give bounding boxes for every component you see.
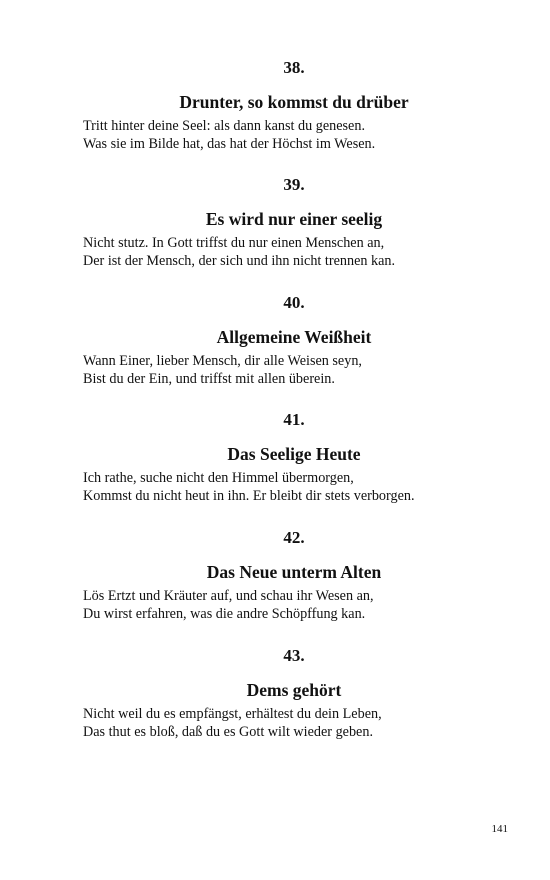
epigram-verse [83,118,523,153]
epigram-title: Allgemeine Weißheit [216,327,372,347]
verse-line: Bist du der Ein, und triffst mit allen überein. [83,370,335,387]
epigram-title: Dems gehört [246,680,342,700]
verse-line: Was sie im Bilde hat, das hat der Höchst im Wesen. [83,135,376,152]
epigram-number: 43. [283,646,305,665]
epigram-verse [83,235,523,270]
epigram-number: 38. [283,58,305,77]
page-number: 141 [491,823,508,835]
verse-line: Kommst du nicht heut in ihn. Er bleibt dir stets verborgen. [83,487,415,504]
epigram-number: 40. [283,293,305,312]
epigram-verse [83,706,523,741]
verse-line: Du wirst erfahren, was die andre Schöpffung kan. [83,605,366,622]
verse-line: Tritt hinter deine Seel: als dann kanst du genesen. [83,118,365,134]
verse-line: Nicht weil du es empfängst, erhältest du dein Leben, [83,706,382,722]
epigram-title: Das Seelige Heute [227,444,361,464]
verse-line: Nicht stutz. In Gott triffst du nur einen Menschen an, [83,235,385,251]
verse-line: Wann Einer, lieber Mensch, dir alle Weisen seyn, [83,353,362,369]
epigram-verse [83,353,523,388]
epigram-verse [83,470,523,505]
epigram-title: Es wird nur einer seelig [205,209,383,229]
verse-line: Lös Ertzt und Kräuter auf, und schau ihr Wesen an, [83,588,374,604]
epigram-title: Das Neue unterm Alten [206,562,382,582]
epigram-number: 41. [283,410,305,429]
verse-line: Das thut es bloß, daß du es Gott wilt wieder geben. [83,723,373,740]
epigram-number: 39. [283,175,305,194]
verse-line: Ich rathe, suche nicht den Himmel übermorgen, [83,470,354,486]
epigram-verse [83,588,523,623]
verse-line: Der ist der Mensch, der sich und ihn nicht trennen kan. [83,252,396,269]
epigram-number: 42. [283,528,305,547]
epigram-title: Drunter, so kommst du drüber [179,92,409,112]
